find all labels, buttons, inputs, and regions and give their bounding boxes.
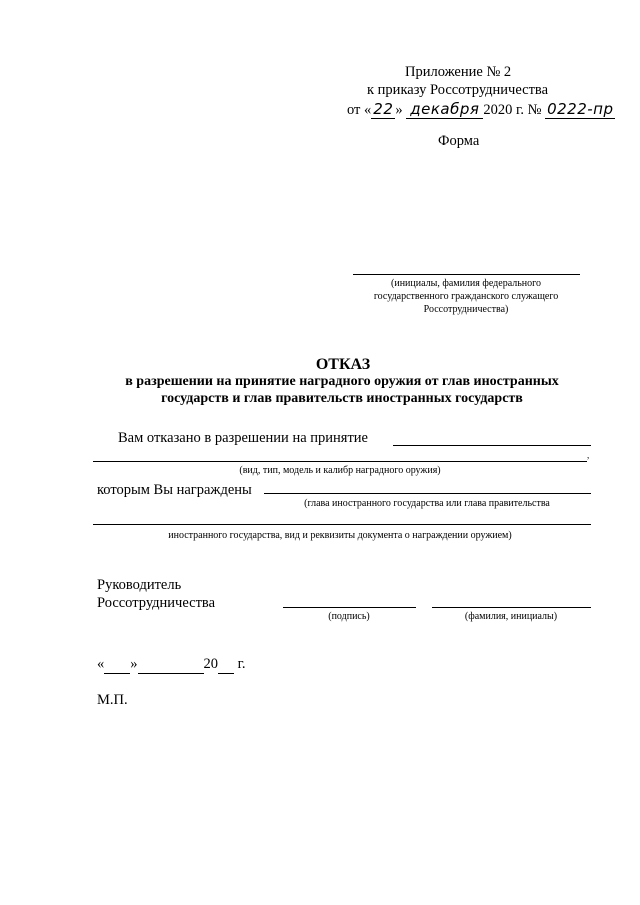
weapon-line <box>93 461 587 462</box>
year-suffix: г. <box>237 656 246 672</box>
appendix-order-ref: к приказу Россотрудничества <box>367 82 549 98</box>
signature-caption: (подпись) <box>328 611 370 622</box>
awarder-blank <box>264 493 591 494</box>
addressee-caption-1: (инициалы, фамилия федерального <box>391 278 541 289</box>
signer-role-1: Руководитель <box>97 577 182 593</box>
addressee-caption-3: Россотрудничества) <box>423 304 509 315</box>
date-close-quote: » <box>130 656 138 672</box>
awarder-caption-2: иностранного государства, вид и реквизиты документа о награждении оружием) <box>168 530 512 541</box>
addressee-caption-2: государственного гражданского служащего <box>373 291 559 302</box>
document-subtitle-1: в разрешении на принятие наградного оружия от глав иностранных <box>125 374 559 389</box>
year-part: 2020 г. № <box>483 102 542 118</box>
date-mid: » <box>395 102 403 118</box>
document-title: ОТКАЗ <box>315 356 371 373</box>
date-prefix: от « <box>347 102 372 118</box>
awarder-caption-1: (глава иностранного государства или глава правительства <box>304 498 550 509</box>
stamp-place: М.П. <box>97 692 128 708</box>
refused-blank <box>393 445 591 446</box>
weapon-caption: (вид, тип, модель и калибр наградного оружия) <box>239 465 441 476</box>
awarded-text: которым Вы награждены <box>97 482 252 498</box>
weapon-line-comma: , <box>587 450 590 460</box>
year-blank <box>218 656 234 674</box>
date-open-quote: « <box>97 656 105 672</box>
addressee-line <box>353 274 580 275</box>
signature-line <box>283 607 416 608</box>
handwritten-order-number: 0222-пр <box>547 100 614 118</box>
document-subtitle-2: государств и глав правительств иностранных государств <box>161 391 523 406</box>
appendix-date-line <box>347 100 615 119</box>
name-caption: (фамилия, инициалы) <box>464 611 558 622</box>
refused-text: Вам отказано в разрешении на принятие <box>118 430 368 446</box>
name-line <box>432 607 591 608</box>
year-prefix: 20 <box>203 656 218 672</box>
appendix-number: Приложение № 2 <box>405 64 512 80</box>
date-blank-line <box>97 656 246 674</box>
handwritten-month: декабря <box>406 100 483 119</box>
award-document-line <box>93 524 591 525</box>
month-blank <box>138 656 204 674</box>
day-blank <box>104 656 130 674</box>
signer-role-2: Россотрудничества <box>97 595 216 611</box>
handwritten-day: 22 <box>373 100 394 118</box>
form-label: Форма <box>438 133 480 149</box>
